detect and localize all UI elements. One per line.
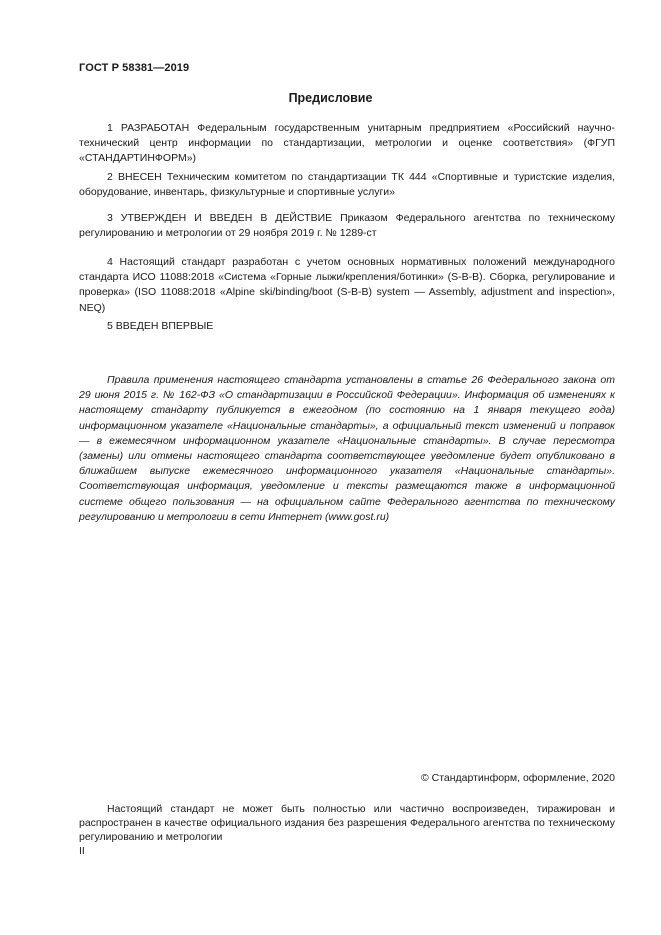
foreword-item-basis: 4 Настоящий стандарт разработан с учетом основных нормативных положений международного стандарта ИСО 11088:2018 «Система «Горные лыжи/крепления/ботинки» (S-B-B). Сборка, регулирование и проверка» (ISO 11088:2018 «Alpine ski/binding/boot (S-B-B) system — Assembly, adjustment and inspection», NEQ) bbox=[79, 256, 615, 314]
foreword-title: Предисловие bbox=[288, 91, 373, 105]
page-number: II bbox=[79, 845, 85, 857]
foreword-item-submitted: 2 ВНЕСЕН Техническим комитетом по стандартизации ТК 444 «Спортивные и туристские изделия, оборудование, инвентарь, физкультурные и спортивные услуги» bbox=[79, 171, 615, 199]
application-rules-notice: Правила применения настоящего стандарта установлены в статье 26 Федерального закона от 29 июня 2015 г. № 162-ФЗ «О стандартизации в Российской Федерации». Информация об изменениях к настоящему стандарту публикуется в ежегодном (по состоянию на 1 января текущего года) информационном указателе «Национальные стандарты», а официальный текст изменений и поправок — в ежемесячном информационном указателе «Национальные стандарты». В случае пересмотра (замены) или отмены настоящего стандарта соответствующее уведомление будет опубликовано в ближайшем выпуске ежемесячного информационного указателя «Национальные стандарты». Соответствующая информация, уведомление и тексты размещаются также в информационной системе общего пользования — на официальном сайте Федерального агентства по техническому регулированию и метрологии в сети Интернет (www.gost.ru) bbox=[79, 374, 615, 523]
copyright-line: © Стандартинформ, оформление, 2020 bbox=[420, 772, 615, 784]
standard-code: ГОСТ Р 58381—2019 bbox=[79, 62, 190, 74]
foreword-item-introduced: 5 ВВЕДЕН ВПЕРВЫЕ bbox=[107, 320, 214, 332]
foreword-item-developed: 1 РАЗРАБОТАН Федеральным государственным унитарным предприятием «Российский научно-технический центр информации по стандартизации, метрологии и оценке соответствия» (ФГУП «СТАНДАРТИНФОРМ») bbox=[79, 122, 615, 165]
reproduction-notice: Настоящий стандарт не может быть полностью или частично воспроизведен, тиражирован и распространен в качестве официального издания без разрешения Федерального агентства по техническому регулированию и метрологии bbox=[79, 803, 615, 844]
foreword-item-approved: 3 УТВЕРЖДЕН И ВВЕДЕН В ДЕЙСТВИЕ Приказом Федерального агентства по техническому регулированию и метрологии от 29 ноября 2019 г. № 1289-ст bbox=[79, 212, 615, 240]
